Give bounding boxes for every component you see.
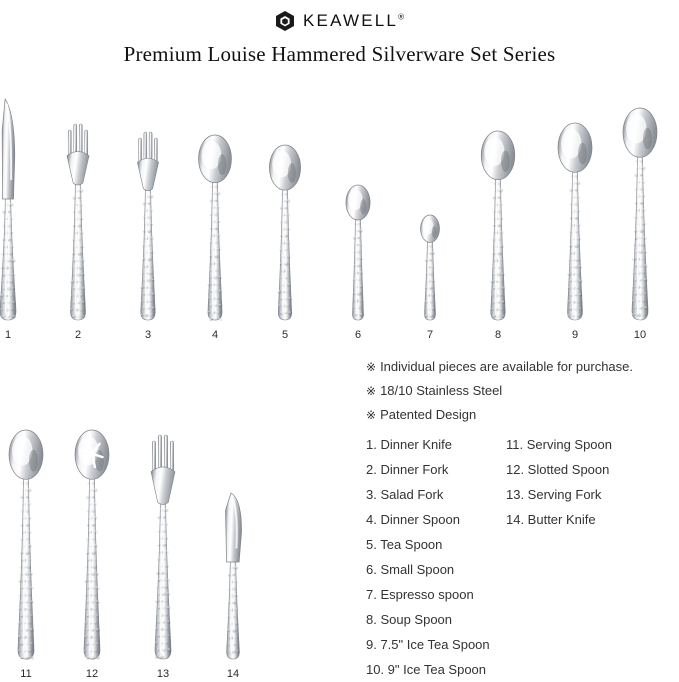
utensil-item-5 <box>262 143 308 341</box>
utensil-item-3 <box>125 129 171 341</box>
utensil-item-14 <box>210 490 256 680</box>
utensil-spoon-icon <box>617 106 663 325</box>
brand-name-text: KEAWELL <box>303 11 399 30</box>
utensil-number-label: 14 <box>226 668 240 680</box>
utensil-slotted-icon <box>69 428 115 664</box>
utensil-fork-icon <box>55 121 101 325</box>
note-text: 18/10 Stainless Steel <box>380 383 503 398</box>
legend-item: 9. 7.5" Ice Tea Spoon <box>366 637 490 652</box>
note-item <box>366 403 666 427</box>
note-mark: ※ <box>366 408 377 422</box>
utensil-number-label: 5 <box>281 329 289 341</box>
brand-header <box>0 6 679 36</box>
page-title: Premium Louise Hammered Silverware Set Series <box>123 42 556 66</box>
utensil-number-label: 7 <box>426 329 434 341</box>
utensil-number-label: 6 <box>354 329 362 341</box>
utensil-number-label: 12 <box>85 668 99 680</box>
legend-item: 13. Serving Fork <box>506 487 602 502</box>
legend-item: 1. Dinner Knife <box>366 437 452 452</box>
note-text: Patented Design <box>380 407 477 422</box>
utensil-item-12 <box>69 428 115 680</box>
utensil-number-label: 9 <box>571 329 579 341</box>
legend-item: 12. Slotted Spoon <box>506 462 610 477</box>
utensil-butter-icon <box>210 490 256 664</box>
note-mark: ※ <box>366 360 377 374</box>
utensil-fork-icon <box>125 129 171 325</box>
legend-item: 8. Soup Spoon <box>366 612 453 627</box>
utensil-row-top <box>0 96 679 341</box>
utensil-number-label: 10 <box>633 329 647 341</box>
legend-item: 3. Salad Fork <box>366 487 444 502</box>
notes-list <box>366 355 666 427</box>
note-mark: ※ <box>366 384 377 398</box>
utensil-item-4 <box>192 133 238 341</box>
legend-item: 6. Small Spoon <box>366 562 455 577</box>
utensil-spoon-icon <box>262 143 308 325</box>
utensil-item-11 <box>3 428 49 680</box>
note-item <box>366 355 666 379</box>
brand-name <box>303 11 404 31</box>
utensil-number-label: 4 <box>211 329 219 341</box>
legend <box>366 432 676 682</box>
utensil-number-label: 13 <box>156 668 170 680</box>
utensil-number-label: 1 <box>4 329 12 341</box>
utensil-spoon-icon <box>475 129 521 325</box>
utensil-knife-icon <box>0 96 31 325</box>
utensil-number-label: 2 <box>74 329 82 341</box>
utensil-spoon-icon <box>3 428 49 664</box>
utensil-item-7 <box>407 213 453 341</box>
legend-item: 14. Butter Knife <box>506 512 596 527</box>
utensil-number-label: 11 <box>20 668 32 680</box>
utensil-item-6 <box>335 183 381 341</box>
note-item <box>366 379 666 403</box>
legend-column-left <box>366 432 506 682</box>
hexagon-logo-icon <box>275 10 295 32</box>
utensil-spoon-icon <box>192 133 238 325</box>
utensil-item-13 <box>140 432 186 680</box>
utensil-item-1 <box>0 96 31 341</box>
utensil-spoon-icon <box>552 121 598 325</box>
utensil-item-2 <box>55 121 101 341</box>
utensil-number-label: 8 <box>494 329 502 341</box>
utensil-fork-icon <box>140 432 186 664</box>
legend-item: 5. Tea Spoon <box>366 537 443 552</box>
legend-item: 11. Serving Spoon <box>506 437 612 452</box>
utensil-number-label: 3 <box>144 329 152 341</box>
utensil-item-9 <box>552 121 598 341</box>
legend-item: 10. 9" Ice Tea Spoon <box>366 662 487 677</box>
utensil-spoon-icon <box>407 213 453 325</box>
utensil-item-8 <box>475 129 521 341</box>
legend-item: 4. Dinner Spoon <box>366 512 460 527</box>
legend-item: 2. Dinner Fork <box>366 462 449 477</box>
legend-item: 7. Espresso spoon <box>366 587 474 602</box>
utensil-item-10 <box>617 106 663 341</box>
brand-registered-mark: ® <box>398 12 404 22</box>
legend-column-right <box>506 432 666 682</box>
utensil-spoon-icon <box>335 183 381 325</box>
note-text: Individual pieces are available for purchase. <box>380 359 633 374</box>
